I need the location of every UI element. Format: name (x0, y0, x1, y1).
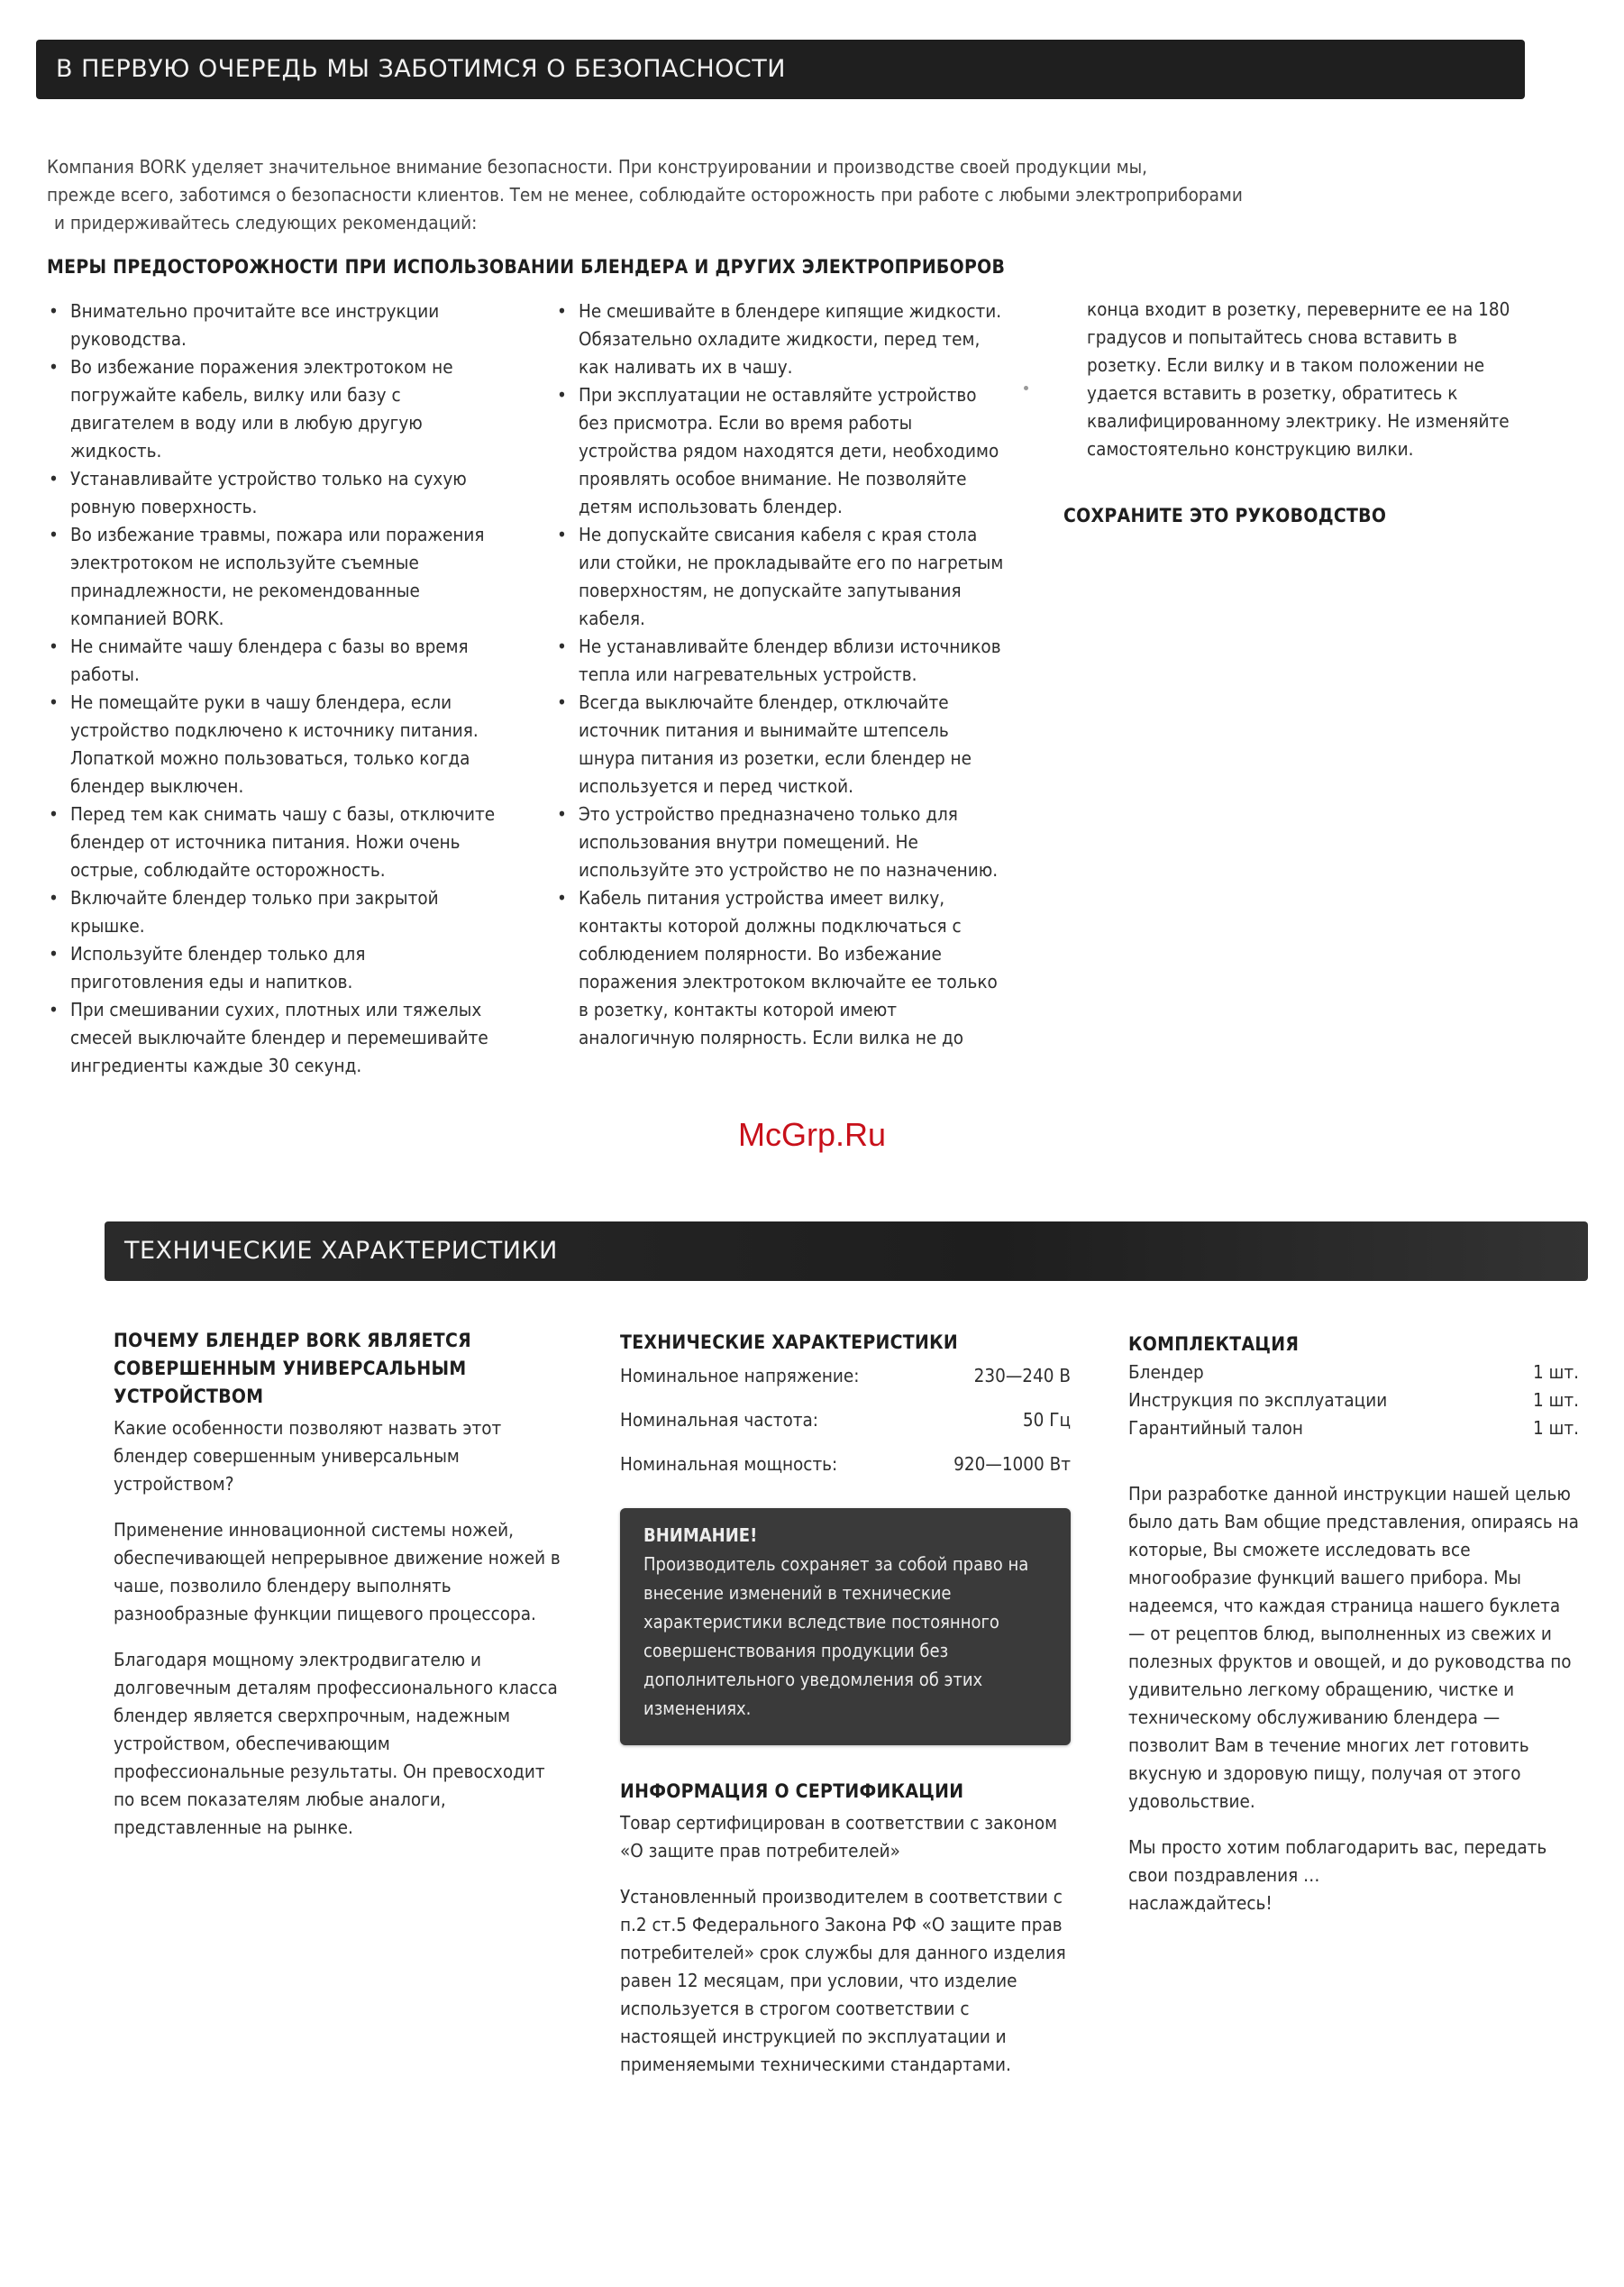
cert-text: Установленный производителем в соответствии с п.2 ст.5 Федерального Закона РФ «О защите прав потребителей» срок службы для данного изделия равен 12 месяцам, при условии, что изделие используется в строгом соответствии с настоящей инструкцией по эксплуатации и применяемыми техническими стандартами. (620, 1886, 1066, 2075)
precaution-item: • Не допускайте свисания кабеля с края стола или стойки, не прокладывайте его по нагретым поверхностям, не допускайте запутывания кабеля. (555, 521, 1006, 633)
spec-label: Номинальное напряжение: (620, 1365, 860, 1386)
precaution-item: • Не смешивайте в блендере кипящие жидкости. Обязательно охладите жидкости, перед тем, как наливать их в чашу. (555, 297, 1006, 381)
precaution-item: • Всегда выключайте блендер, отключайте источник питания и вынимайте штепсель шнура питания из розетки, если блендер не используется и перед чисткой. (555, 689, 1006, 800)
precautions-column-3: конца входит в розетку, переверните ее на 180 градусов и попытайтесь снова вставить в розетку. Если вилку и в таком положении не удается вставить в розетку, обратитесь к квалифицированному электрику. Не изменяйте самостоятельно конструкцию вилки. (1087, 298, 1510, 460)
specs-column (620, 1329, 1071, 1495)
why-paragraph: Какие особенности позволяют назвать этот блендер совершенным универсальным устройством? (114, 1417, 502, 1495)
notice-text: Производитель сохраняет за собой право на внесение изменений в технические характеристики вследствие постоянного совершенствования продукции без дополнительного уведомления об этих изменениях. (643, 1553, 1029, 1719)
intro-line: и придерживайтесь следующих рекомендаций: (54, 212, 478, 233)
spec-label: Номинальная мощность: (620, 1453, 838, 1475)
cert-text: Товар сертифицирован в соответствии с законом «О защите прав потребителей» (620, 1812, 1058, 1862)
cert-title: ИНФОРМАЦИЯ О СЕРТИФИКАЦИИ (620, 1780, 964, 1802)
certification-column (620, 1778, 1071, 2097)
precaution-item: • Внимательно прочитайте все инструкции руководства. (47, 297, 502, 353)
intro-line: прежде всего, заботимся о безопасности клиентов. Тем не менее, соблюдайте осторожность при работе с любыми электроприборами (47, 184, 1243, 206)
spec-value: 920—1000 Вт (953, 1453, 1071, 1475)
kit-item-name: Инструкция по эксплуатации (1128, 1389, 1388, 1411)
precaution-item: • При эксплуатации не оставляйте устройство без присмотра. Если во время работы устройства рядом находятся дети, необходимо проявлять особое внимание. Не позволяйте детям использовать блендер. (555, 381, 1006, 521)
kit-item-qty: 1 шт. (1532, 1417, 1579, 1439)
kit-row (1128, 1386, 1579, 1414)
precaution-item: • Включайте блендер только при закрытой крышке. (47, 884, 502, 940)
precautions-title: МЕРЫ ПРЕДОСТОРОЖНОСТИ ПРИ ИСПОЛЬЗОВАНИИ БЛЕНДЕРА И ДРУГИХ ЭЛЕКТРОПРИБОРОВ (47, 256, 1006, 278)
precaution-item: • Перед тем как снимать чашу с базы, отключите блендер от источника питания. Ножи очень острые, соблюдайте осторожность. (47, 800, 502, 884)
keep-manual-note: СОХРАНИТЕ ЭТО РУКОВОДСТВО (1063, 505, 1387, 526)
kit-row (1128, 1414, 1579, 1442)
kit-item-qty: 1 шт. (1532, 1361, 1579, 1383)
spec-value: 50 Гц (1022, 1409, 1071, 1431)
precaution-item: • Во избежание поражения электротоком не погружайте кабель, вилку или базу с двигателем в воду или в любую другую жидкость. (47, 353, 502, 465)
watermark: McGrp.Ru (737, 1116, 887, 1153)
safety-section-header: В ПЕРВУЮ ОЧЕРЕДЬ МЫ ЗАБОТИМСЯ О БЕЗОПАСНОСТИ (36, 40, 1525, 99)
kit-item-name: Блендер (1128, 1361, 1204, 1383)
closing-thanks: Мы просто хотим поблагодарить вас, передать свои поздравления … (1128, 1836, 1547, 1886)
kit-item-name: Гарантийный талон (1128, 1417, 1303, 1439)
precautions-column-2 (555, 297, 1006, 1052)
precaution-item: • Не снимайте чашу блендера с базы во время работы. (47, 633, 502, 689)
notice-title: ВНИМАНИЕ! (643, 1524, 758, 1546)
precautions-column-1 (47, 297, 502, 1080)
why-paragraph: Благодаря мощному электродвигателю и долговечным деталям профессионального класса блендер является сверхпрочным, надежным устройством, обеспечивающим профессиональные результаты. Он превосходит по всем показателям любые аналоги, представленные на рынке. (114, 1649, 558, 1838)
spec-row (620, 1362, 1071, 1406)
precaution-item: • Во избежание травмы, пожара или поражения электротоком не используйте съемные принадлежности, не рекомендованные компанией BORK. (47, 521, 502, 633)
spec-row (620, 1406, 1071, 1450)
closing-enjoy: наслаждайтесь! (1128, 1892, 1273, 1914)
why-paragraph: Применение инновационной системы ножей, обеспечивающей непрерывное движение ножей в чаше, позволило блендеру выполнять разнообразные функции пищевого процессора. (114, 1519, 561, 1624)
notice-box (620, 1508, 1071, 1745)
precaution-item: • Не устанавливайте блендер вблизи источников тепла или нагревательных устройств. (555, 633, 1006, 689)
safety-intro (47, 153, 1399, 237)
closing-paragraph: При разработке данной инструкции нашей целью было дать Вам общие представления, опираясь на которые, Вы сможете исследовать все многообразие функций вашего прибора. Мы надеемся, что каждая страница нашего буклета — от рецептов блюд, выполненных из свежих и полезных фруктов и овощей, и до руководства по удивительно легкому обращению, чистке и техническому обслуживанию блендера — позволит Вам в течение многих лет готовить вкусную и здоровую пищу, получая от этого удовольствие. (1128, 1483, 1579, 1812)
intro-line: Компания BORK уделяет значительное внимание безопасности. При конструировании и производстве своей продукции мы, (47, 156, 1148, 178)
why-column (114, 1327, 566, 1860)
precaution-item: • Это устройство предназначено только для использования внутри помещений. Не используйте это устройство не по назначению. (555, 800, 1006, 884)
scan-speck (1024, 386, 1028, 390)
spec-row (620, 1450, 1071, 1495)
tech-section-header: ТЕХНИЧЕСКИЕ ХАРАКТЕРИСТИКИ (105, 1221, 1588, 1281)
precaution-item: • Кабель питания устройства имеет вилку, контакты которой должны подключаться с соблюдением полярности. Во избежание поражения электротоком включайте ее только в розетку, контакты которой имеют аналогичную полярность. Если вилка не до (555, 884, 1006, 1052)
kit-title: КОМПЛЕКТАЦИЯ (1128, 1333, 1300, 1355)
precaution-item: • Устанавливайте устройство только на сухую ровную поверхность. (47, 465, 502, 521)
precaution-item: • Используйте блендер только для приготовления еды и напитков. (47, 940, 502, 996)
kit-column (1128, 1331, 1579, 1917)
precaution-item: • Не помещайте руки в чашу блендера, если устройство подключено к источнику питания. Лопаткой можно пользоваться, только когда блендер выключен. (47, 689, 502, 800)
spec-label: Номинальная частота: (620, 1409, 819, 1431)
kit-row (1128, 1358, 1579, 1386)
kit-item-qty: 1 шт. (1532, 1389, 1579, 1411)
precaution-item: • При смешивании сухих, плотных или тяжелых смесей выключайте блендер и перемешивайте ингредиенты каждые 30 секунд. (47, 996, 502, 1080)
spec-value: 230—240 В (973, 1365, 1071, 1386)
why-title: ПОЧЕМУ БЛЕНДЕР BORK ЯВЛЯЕТСЯ СОВЕРШЕННЫМ УНИВЕРСАЛЬНЫМ УСТРОЙСТВОМ (114, 1330, 471, 1407)
specs-title: ТЕХНИЧЕСКИЕ ХАРАКТЕРИСТИКИ (620, 1331, 958, 1353)
